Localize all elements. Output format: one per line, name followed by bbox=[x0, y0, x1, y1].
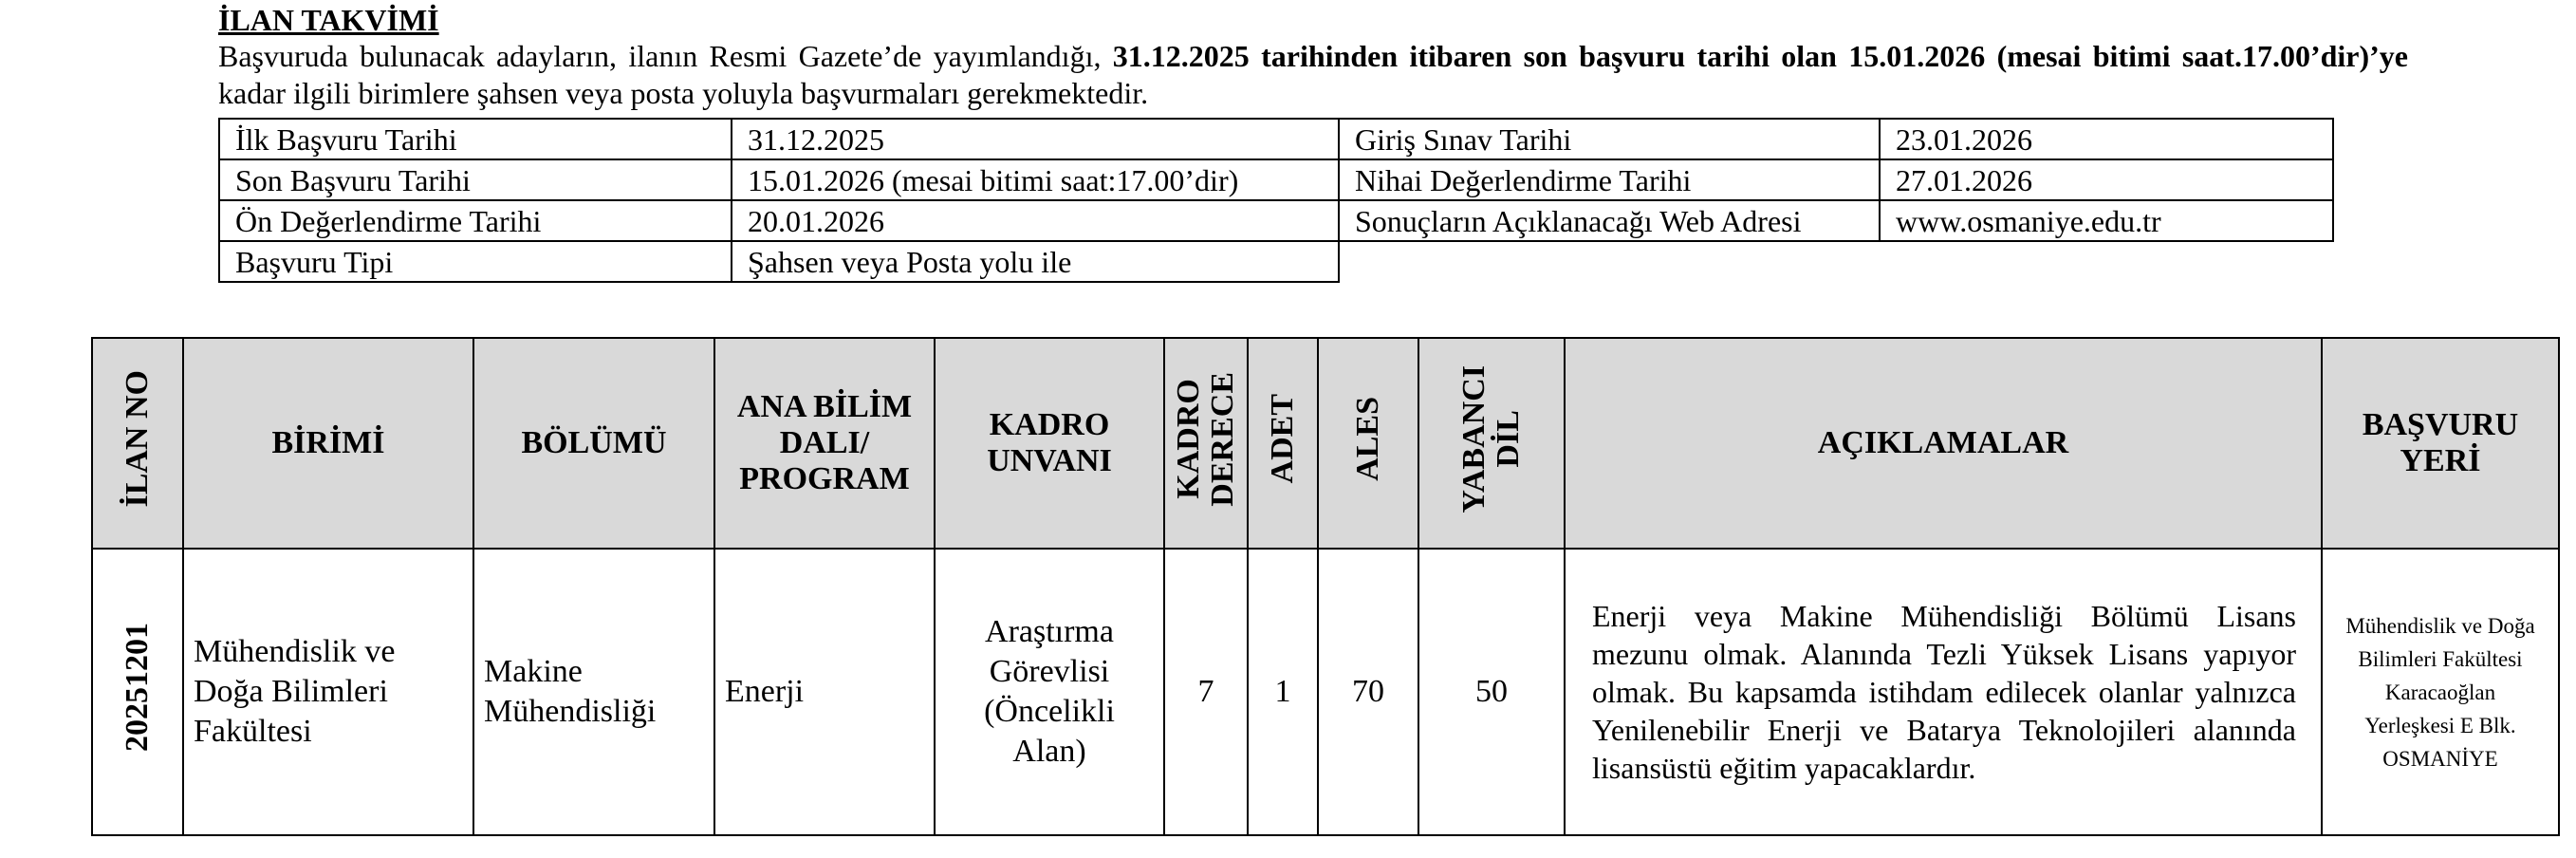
intro-paragraph bbox=[218, 38, 2408, 112]
header-yabanci-dil-line: YABANCI bbox=[1456, 364, 1492, 513]
cell-bolumu bbox=[473, 549, 714, 835]
header-kadro-unvani-line: KADRO bbox=[989, 407, 1110, 442]
cell-birimi-line: Mühendislik ve bbox=[194, 634, 396, 669]
cell-basvuru-yeri-line: Bilimleri Fakültesi bbox=[2358, 646, 2523, 671]
cell-bolumu-line: Makine bbox=[484, 654, 583, 689]
cell-ilan-no-text: 20251201 bbox=[120, 622, 155, 752]
header-ana-bilim-line: PROGRAM bbox=[739, 461, 910, 496]
header-adet-text: ADET bbox=[1265, 394, 1300, 484]
cell-birimi-line: Fakültesi bbox=[194, 714, 312, 749]
calendar-value: 31.12.2025 bbox=[732, 119, 1339, 159]
header-yabanci-dil-text bbox=[1457, 365, 1526, 513]
cell-bolumu-line: Mühendisliği bbox=[484, 694, 657, 729]
header-ales bbox=[1318, 338, 1418, 549]
cell-basvuru-yeri-line: Yerleşkesi E Blk. bbox=[2364, 713, 2516, 737]
cell-ana-bilim: Enerji bbox=[714, 549, 935, 835]
header-yabanci-dil bbox=[1418, 338, 1565, 549]
calendar-row bbox=[219, 241, 2333, 282]
header-ales-text: ALES bbox=[1350, 397, 1385, 481]
cell-birimi-line: Doğa Bilimleri bbox=[194, 674, 388, 709]
calendar-value: 20.01.2026 bbox=[732, 200, 1339, 241]
header-kadro-unvani-line: UNVANI bbox=[987, 443, 1112, 478]
cell-kadro-unvani-line: Araştırma bbox=[985, 614, 1114, 649]
cell-yabanci-dil: 50 bbox=[1418, 549, 1565, 835]
header-birimi: BİRİMİ bbox=[183, 338, 473, 549]
cell-basvuru-yeri-line: Mühendislik ve Doğa bbox=[2345, 613, 2535, 638]
calendar-label: İlk Başvuru Tarihi bbox=[219, 119, 732, 159]
header-ana-bilim bbox=[714, 338, 935, 549]
calendar-value: 27.01.2026 bbox=[1880, 159, 2333, 200]
header-basvuru-yeri bbox=[2322, 338, 2559, 549]
cell-basvuru-yeri-line: Karacaoğlan bbox=[2384, 680, 2496, 704]
calendar-row bbox=[219, 119, 2333, 159]
header-ilan-no bbox=[92, 338, 183, 549]
intro-text-2: kadar ilgili birimlere şahsen veya posta yoluyla başvurmaları gerekmektedir. bbox=[218, 76, 1149, 110]
table-row bbox=[92, 549, 2559, 835]
calendar-value: 23.01.2026 bbox=[1880, 119, 2333, 159]
cell-adet: 1 bbox=[1248, 549, 1318, 835]
header-kadro-derece bbox=[1164, 338, 1248, 549]
calendar-label: Giriş Sınav Tarihi bbox=[1339, 119, 1880, 159]
calendar-empty bbox=[1339, 241, 1880, 282]
header-ilan-no-text: İLAN NO bbox=[120, 370, 155, 508]
intro-deadline-bold: 31.12.2025 tarihinden itibaren son başvuru tarihi olan 15.01.2026 (mesai bitimi saat.17.00’dir)’ye bbox=[1112, 39, 2409, 73]
header-aciklamalar: AÇIKLAMALAR bbox=[1565, 338, 2322, 549]
cell-kadro-unvani bbox=[935, 549, 1164, 835]
calendar-label: Başvuru Tipi bbox=[219, 241, 732, 282]
cell-basvuru-yeri bbox=[2322, 549, 2559, 835]
header-ana-bilim-line: DALI/ bbox=[779, 425, 870, 460]
header-bolumu: BÖLÜMÜ bbox=[473, 338, 714, 549]
cell-birimi bbox=[183, 549, 473, 835]
cell-kadro-derece: 7 bbox=[1164, 549, 1248, 835]
header-adet bbox=[1248, 338, 1318, 549]
cell-aciklamalar: Enerji veya Makine Mühendisliği Bölümü Lisans mezunu olmak. Alanında Tezli Yüksek Lisans yapıyor olmak. Bu kapsamda istihdam edilecek olanlar yalnızca Yenilenebilir Enerji ve Batarya Teknolojileri alanında lisansüstü eğitim yapacaklardır. bbox=[1565, 549, 2322, 835]
header-kadro-unvani bbox=[935, 338, 1164, 549]
header-kadro-derece-line: DERECE bbox=[1205, 371, 1240, 507]
header-yabanci-dil-line: DİL bbox=[1491, 410, 1526, 468]
calendar-label: Ön Değerlendirme Tarihi bbox=[219, 200, 732, 241]
header-basvuru-yeri-line: YERİ bbox=[2400, 443, 2481, 478]
calendar-label: Nihai Değerlendirme Tarihi bbox=[1339, 159, 1880, 200]
calendar-row bbox=[219, 200, 2333, 241]
calendar-label: Son Başvuru Tarihi bbox=[219, 159, 732, 200]
header-kadro-derece-text bbox=[1172, 372, 1240, 507]
cell-kadro-unvani-line: Görevlisi bbox=[989, 654, 1110, 689]
calendar-empty bbox=[1880, 241, 2333, 282]
cell-ilan-no bbox=[92, 549, 183, 835]
header-basvuru-yeri-line: BAŞVURU bbox=[2362, 407, 2519, 442]
cell-ales: 70 bbox=[1318, 549, 1418, 835]
header-row bbox=[92, 338, 2559, 549]
header-ana-bilim-line: ANA BİLİM bbox=[736, 389, 913, 424]
intro-text-1: Başvuruda bulunacak adayların, ilanın Resmi Gazete’de yayımlandığı, bbox=[218, 39, 1113, 73]
calendar-table bbox=[218, 118, 2334, 283]
calendar-value: 15.01.2026 (mesai bitimi saat:17.00’dir) bbox=[732, 159, 1339, 200]
header-kadro-derece-line: KADRO bbox=[1171, 379, 1206, 499]
calendar-value: Şahsen veya Posta yolu ile bbox=[732, 241, 1339, 282]
cell-kadro-unvani-line: Alan) bbox=[1012, 734, 1086, 769]
cell-kadro-unvani-line: (Öncelikli bbox=[984, 694, 1115, 729]
calendar-value: www.osmaniye.edu.tr bbox=[1880, 200, 2333, 241]
calendar-row bbox=[219, 159, 2333, 200]
cell-basvuru-yeri-line: OSMANİYE bbox=[2382, 746, 2498, 771]
positions-table bbox=[91, 337, 2560, 836]
calendar-label: Sonuçların Açıklanacağı Web Adresi bbox=[1339, 200, 1880, 241]
page-heading: İLAN TAKVİMİ bbox=[218, 3, 439, 37]
